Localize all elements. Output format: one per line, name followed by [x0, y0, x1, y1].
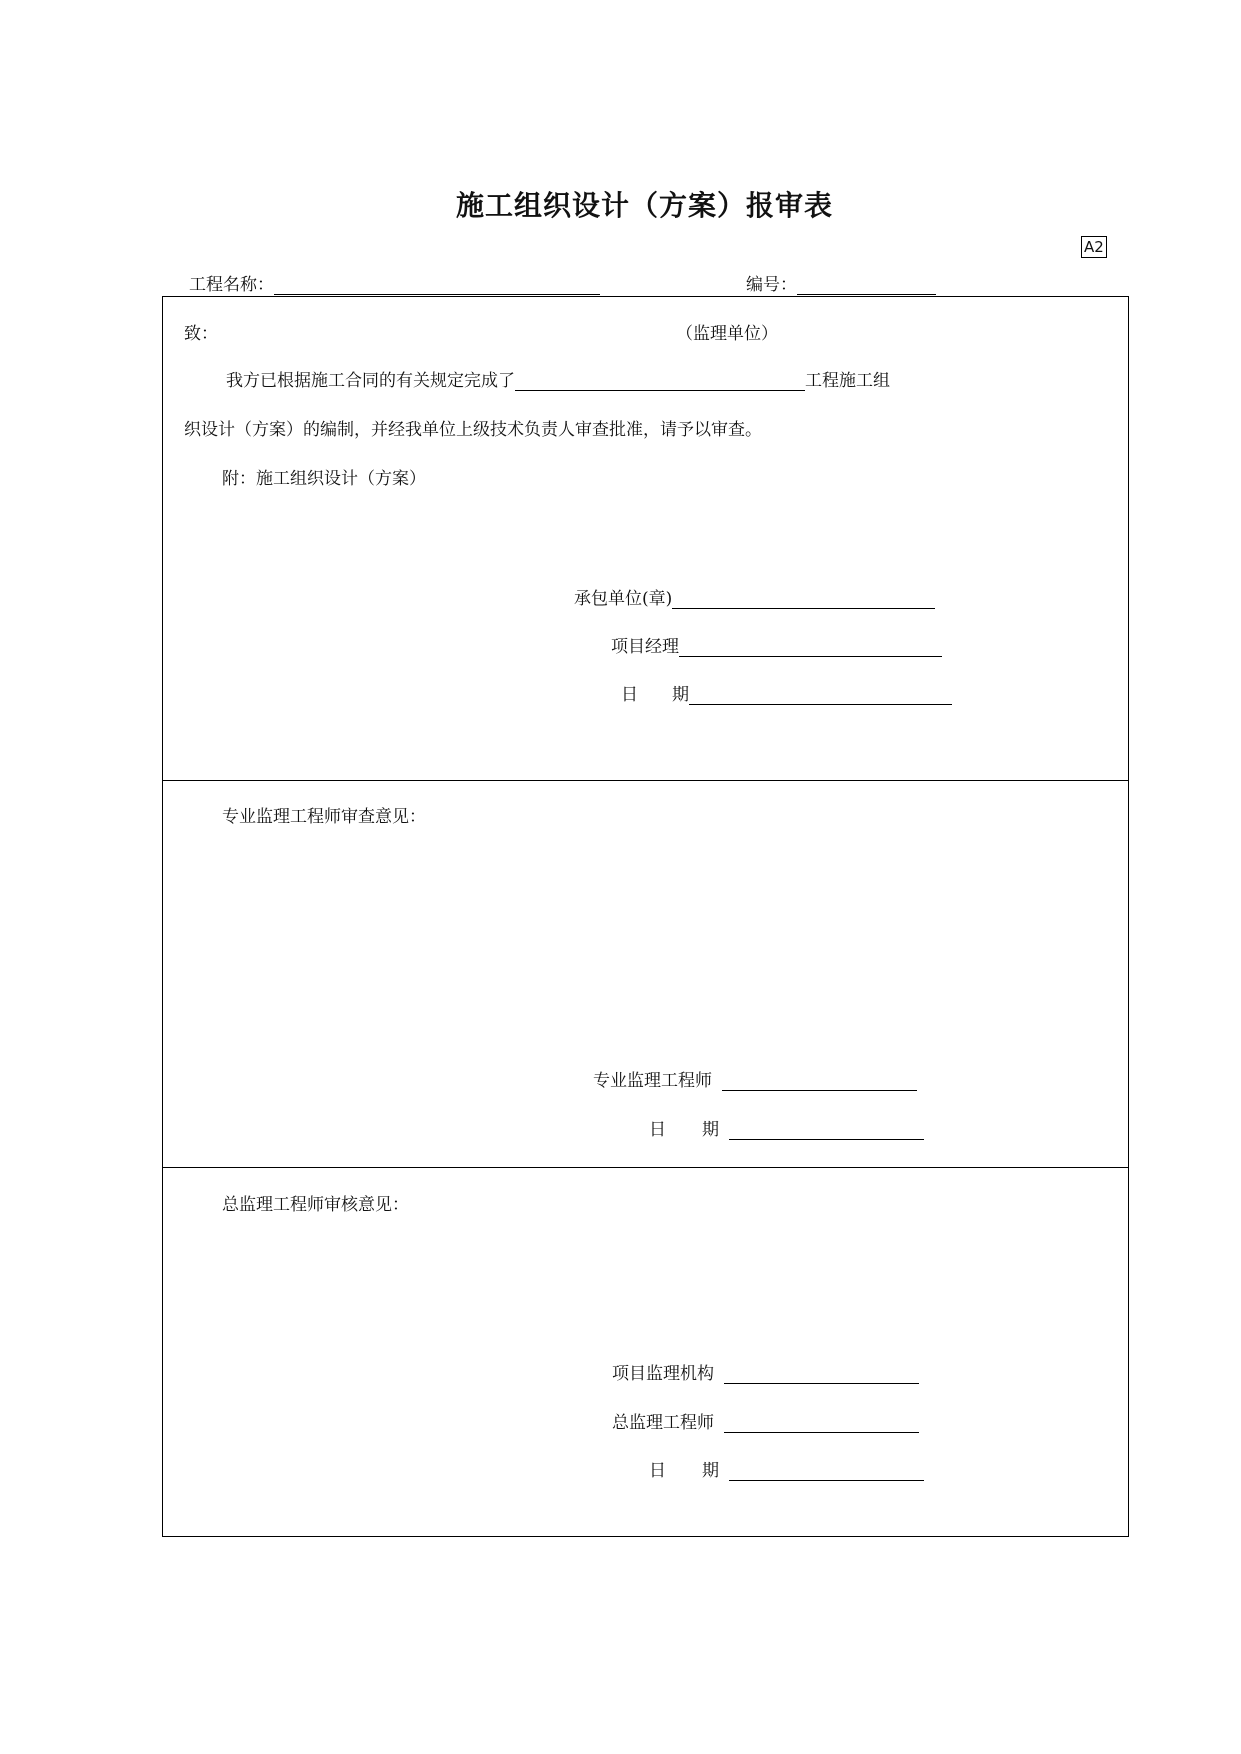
serial-number-label: 编号： [746, 275, 797, 295]
submission-section [162, 296, 1129, 781]
specialist-engineer-field [593, 1071, 917, 1091]
supervision-org-input[interactable] [724, 1365, 919, 1384]
chief-review-section [162, 1167, 1129, 1537]
date-input-3[interactable] [729, 1462, 924, 1481]
specialist-review-heading: 专业监理工程师审查意见： [222, 807, 426, 827]
project-name-label: 工程名称： [189, 275, 274, 295]
serial-number-field [746, 270, 936, 295]
date-label-char-2: 期 [702, 1120, 719, 1140]
body-line-1-post: 工程施工组 [805, 371, 890, 391]
attachment-label: 附：施工组织设计（方案） [222, 469, 426, 489]
date-label-char-1: 日 [621, 685, 638, 705]
date-field-2 [649, 1120, 924, 1140]
chief-engineer-label: 总监理工程师 [612, 1413, 714, 1433]
chief-engineer-input[interactable] [724, 1414, 919, 1433]
supervisor-unit-label: （监理单位） [676, 324, 778, 344]
body-line-1-pre: 我方已根据施工合同的有关规定完成了 [226, 371, 515, 391]
supervision-org-label: 项目监理机构 [612, 1364, 714, 1384]
date-field-1 [621, 685, 952, 705]
date-label-char-1: 日 [649, 1461, 666, 1481]
project-manager-input[interactable] [679, 638, 942, 657]
date-label-char-2: 期 [672, 685, 689, 705]
date-field-3 [649, 1461, 924, 1481]
date-label-char-1: 日 [649, 1120, 666, 1140]
contractor-field [574, 589, 935, 609]
date-input-2[interactable] [729, 1121, 924, 1140]
specialist-engineer-input[interactable] [722, 1072, 917, 1091]
serial-number-input[interactable] [797, 276, 936, 295]
contractor-label: 承包单位(章) [574, 589, 673, 609]
page-title: 施工组织设计（方案）报审表 [456, 189, 834, 222]
project-manager-field [611, 637, 942, 657]
contractor-input[interactable] [672, 590, 935, 609]
body-line-2: 织设计（方案）的编制，并经我单位上级技术负责人审查批准，请予以审查。 [184, 420, 762, 440]
supervision-org-field [612, 1364, 919, 1384]
chief-engineer-field [612, 1413, 919, 1433]
project-manager-label: 项目经理 [611, 637, 679, 657]
body-line-1 [226, 371, 890, 391]
chief-review-heading: 总监理工程师审核意见： [222, 1195, 409, 1215]
project-name-input[interactable] [274, 276, 600, 295]
specialist-engineer-label: 专业监理工程师 [593, 1071, 712, 1091]
project-scope-input[interactable] [515, 372, 805, 391]
date-label-char-2: 期 [702, 1461, 719, 1481]
project-name-field [189, 270, 600, 295]
date-input-1[interactable] [689, 686, 952, 705]
to-label: 致： [184, 324, 218, 344]
specialist-review-section [162, 780, 1129, 1168]
form-code-badge: A2 [1081, 236, 1107, 258]
